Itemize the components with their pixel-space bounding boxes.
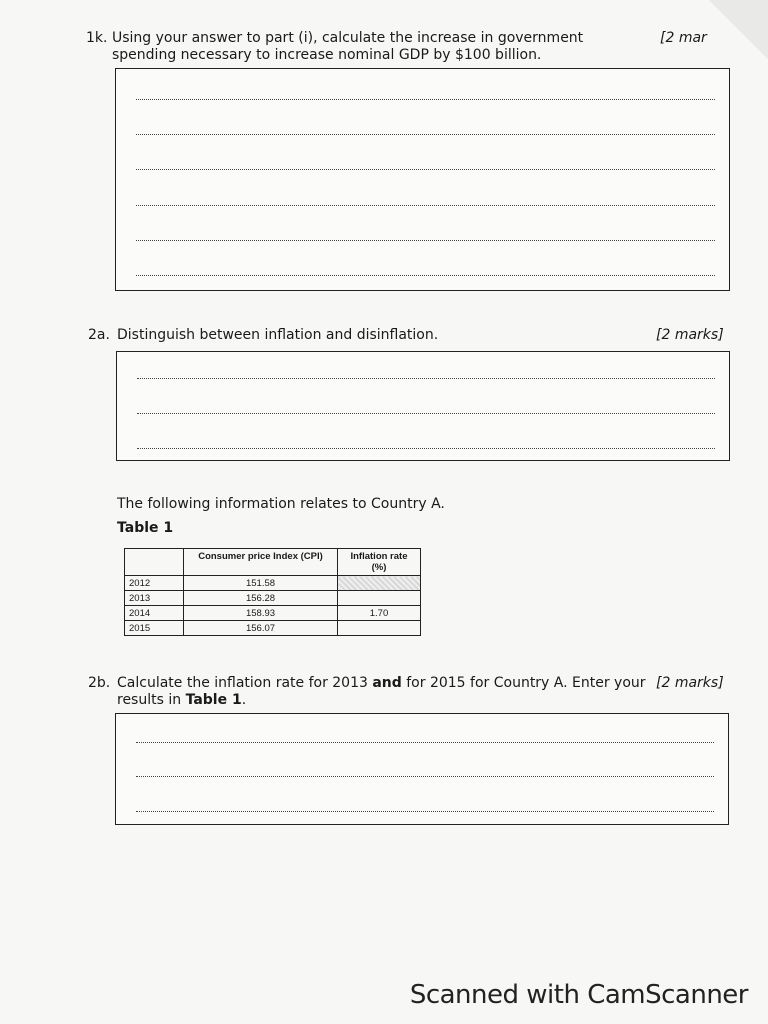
question-2a-text: Distinguish between inflation and disinflation. <box>117 327 439 343</box>
camscanner-watermark: Scanned with CamScanner <box>409 980 748 1010</box>
question-2b-text-part: Calculate the inflation rate for 2013 <box>117 675 373 691</box>
intro-text: The following information relates to Country A. <box>117 496 445 512</box>
table-cell-inflation: 1.70 <box>338 606 421 621</box>
answer-box-2a[interactable] <box>116 351 730 461</box>
answer-box-1k[interactable] <box>115 68 730 291</box>
table-cell-year: 2012 <box>125 576 184 591</box>
answer-line <box>136 205 715 206</box>
question-1k-number: 1k. <box>86 30 108 46</box>
table-header-inflation: Inflation rate (%) <box>338 549 421 576</box>
table-cell-year: 2014 <box>125 606 184 621</box>
question-2b-marks: [2 marks] <box>656 675 724 691</box>
answer-line <box>136 742 714 743</box>
answer-line <box>136 240 715 241</box>
question-2b-number: 2b. <box>88 675 111 691</box>
question-1k-marks: [2 mar <box>660 30 707 46</box>
table-cell-cpi: 151.58 <box>184 576 338 591</box>
page-fold-corner <box>708 0 768 70</box>
answer-line <box>137 378 715 379</box>
question-2a-marks: [2 marks] <box>656 327 724 343</box>
answer-line <box>136 776 714 777</box>
answer-line <box>136 275 715 276</box>
table-cell-year: 2015 <box>125 621 184 636</box>
answer-line <box>136 169 715 170</box>
question-2b-text <box>117 675 647 709</box>
table-header-cpi: Consumer price Index (CPI) <box>184 549 338 576</box>
table-header-row <box>125 549 421 576</box>
table-cell-inflation-shaded <box>338 576 421 591</box>
table-row <box>125 606 421 621</box>
table-row <box>125 621 421 636</box>
table-cell-inflation[interactable] <box>338 591 421 606</box>
table-cell-inflation[interactable] <box>338 621 421 636</box>
question-2b-text-part: for 2015 for Country A. Enter your results in <box>117 675 646 708</box>
table-1-title: Table 1 <box>117 520 174 536</box>
question-2b-text-part: . <box>241 692 247 708</box>
question-2b-table-reference: Table 1 <box>185 692 242 708</box>
table-header-year <box>125 549 184 576</box>
answer-line <box>137 413 715 414</box>
answer-line <box>136 134 715 135</box>
table-row <box>125 591 421 606</box>
answer-line <box>136 811 714 812</box>
table-cell-cpi: 156.28 <box>184 591 338 606</box>
question-2b-text-emphasis: and <box>372 675 402 691</box>
question-2a-number: 2a. <box>88 327 110 343</box>
question-1k-text: Using your answer to part (i), calculate the increase in government spending necessary to increase nominal GDP by $100 billion. <box>112 30 584 63</box>
table-row <box>125 576 421 591</box>
table-cell-cpi: 156.07 <box>184 621 338 636</box>
answer-line <box>136 99 715 100</box>
answer-line <box>137 448 715 449</box>
table-cell-year: 2013 <box>125 591 184 606</box>
answer-box-2b[interactable] <box>115 713 729 825</box>
cpi-table <box>124 548 421 636</box>
table-cell-cpi: 158.93 <box>184 606 338 621</box>
